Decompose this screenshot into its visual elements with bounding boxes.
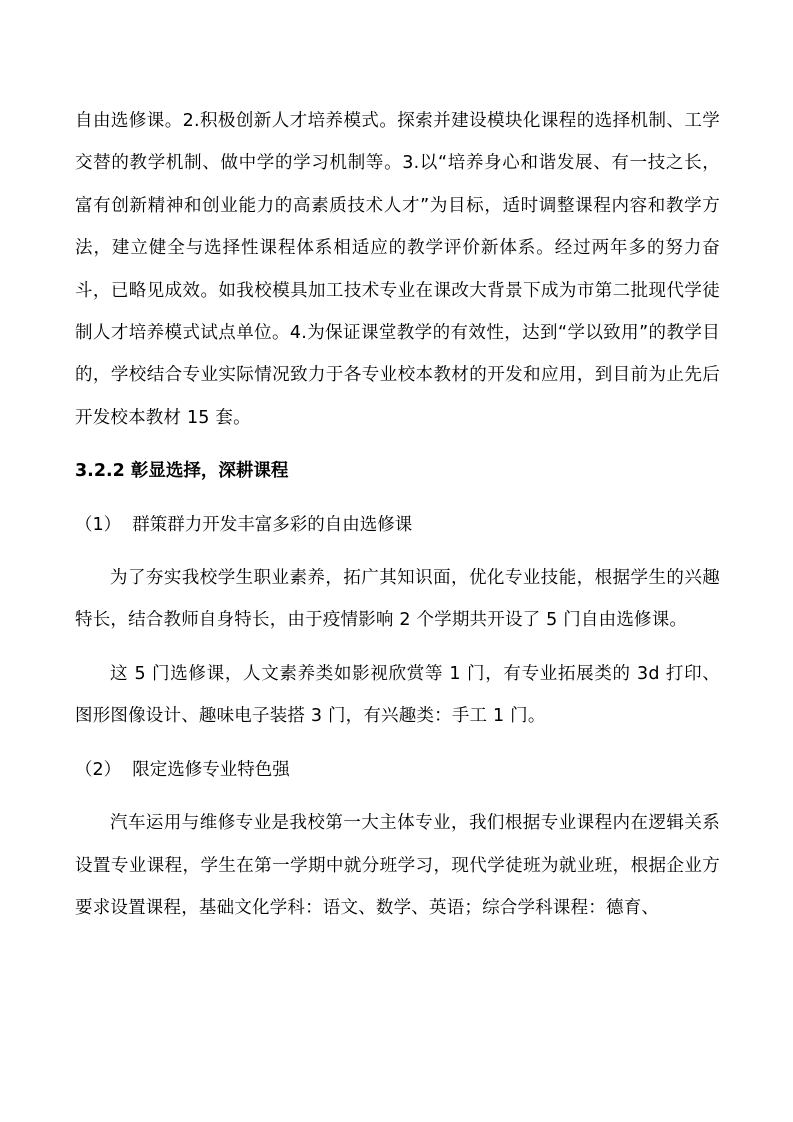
body-paragraph-electives-list: 这 5 门选修课，人文素养类如影视欣赏等 1 门，有专业拓展类的 3d 打印、图形图像设计、趣味电子装搭 3 门，有兴趣类：手工 1 门。 bbox=[75, 663, 720, 727]
body-paragraph-continued: 自由选修课。2.积极创新人才培养模式。探索并建设模块化课程的选择机制、工学交替的教学机制、做中学的学习机制等。3.以“培养身心和谐发展、有一技之长，富有创新精神和创业能力的高素质技术人才”为目标，适时调整课程内容和教学方法，建立健全与选择性课程体系相适应的教学评价新体系。经过两年多的努力奋斗，已略见成效。如我校模具加工技术专业在课改大背景下成为市第二批现代学徒制人才培养模式试点单位。4.为保证课堂教学的有效性，达到“学以致用”的教学目的，学校结合专业实际情况致力于各专业校本教材的开发和应用，到目前为止先后开发校本教材 15 套。 bbox=[75, 111, 720, 428]
body-paragraph-electives-intro: 为了夯实我校学生职业素养，拓广其知识面，优化专业技能，根据学生的兴趣特长，结合教师自身特长，由于疫情影响 2 个学期共开设了 5 门自由选修课。 bbox=[75, 568, 720, 631]
subsection-heading-1: （1） 群策群力开发丰富多彩的自由选修课 bbox=[75, 514, 413, 535]
subsection-heading-2: （2） 限定选修专业特色强 bbox=[75, 759, 290, 780]
document-body bbox=[75, 100, 720, 929]
section-heading-3-2-2: 3.2.2 彰显选择，深耕课程 bbox=[75, 461, 289, 482]
body-paragraph-auto-major: 汽车运用与维修专业是我校第一大主体专业，我们根据专业课程内在逻辑关系设置专业课程，学生在第一学期中就分班学习，现代学徒班为就业班，根据企业方要求设置课程，基础文化学科：语文、数学、英语；综合学科课程：德育、 bbox=[75, 813, 720, 918]
